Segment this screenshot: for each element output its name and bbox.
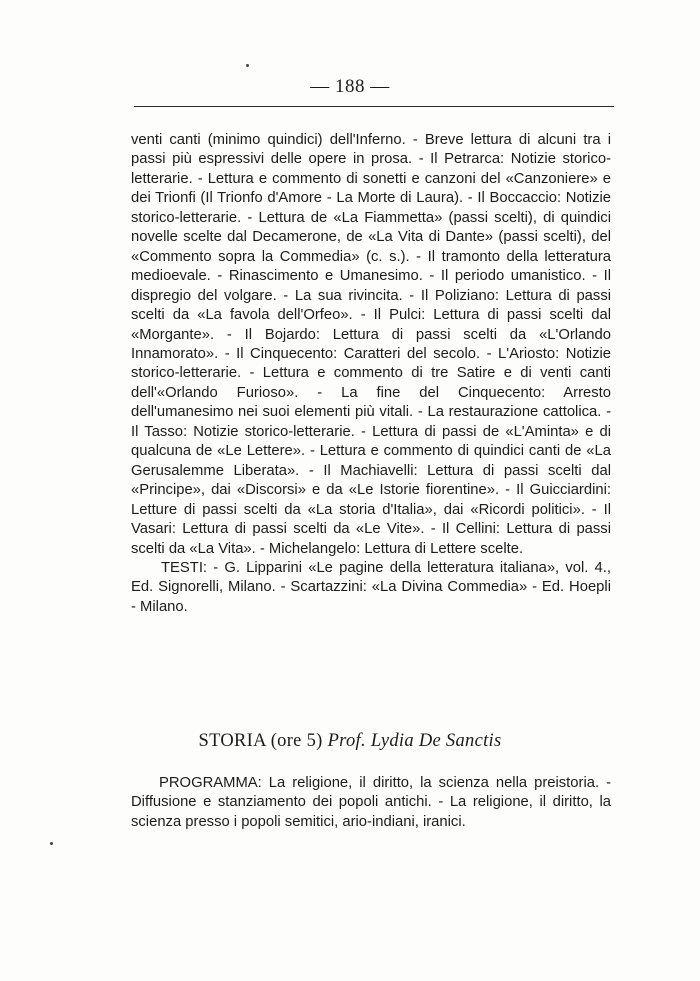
paper-speck	[50, 842, 53, 845]
programma-block	[131, 774, 611, 832]
curriculum-paragraph: venti canti (minimo quindici) dell'Inferno. - Breve lettura di alcuni tra i passi più espressivi delle opere in prosa. - Il Petrarca: Notizie storico-letterarie. - Lettura e commento di sonetti e canzoni del «Canzoniere» e dei Trionfi (Il Trionfo d'Amore - La Morte di Laura). - Il Boccaccio: Notizie storico-letterarie. - Lettura de «La Fiammetta» (passi scelti), di quindici novelle scelte dal Decamerone, de «La Vita di Dante» (passi scelti), del «Commento sopra la Commedia» (c. s.). - Il tramonto della letteratura medioevale. - Rinascimento e Umanesimo. - Il periodo umanistico. - Il dispregio del volgare. - La sua rivincita. - Il Poliziano: Lettura di passi scelti da «La favola dell'Orfeo». - Il Pulci: Lettura di passi scelti dal «Morgante». - Il Bojardo: Lettura di passi scelti da «L'Orlando Innamorato». - Il Cinquecento: Caratteri del secolo. - L'Ariosto: Notizie storico-letterarie. - Lettura e commento di tre Satire e di venti canti dell'«Orlando Furioso». - La fine del Cinquecento: Arresto dell'umanesimo nei suoi elementi più vitali. - La restaurazione cattolica. - Il Tasso: Notizie storico-letterarie. - Lettura di passi de «L'Aminta» e di qualcuna de «Le Lettere». - Lettura e commento di quindici canti de «La Gerusalemme Liberata». - Il Machiavelli: Lettura di passi scelti dal «Principe», dai «Discorsi» e da «Le Istorie fiorentine». - Il Guicciardini: Letture di passi scelti da «La storia d'Italia», dai «Ricordi politici». - Il Vasari: Lettura di passi scelti da «Le Vite». - Il Cellini: Lettura di passi scelti da «La Vita». - Michelangelo: Lettura di Lettere scelte.	[131, 132, 611, 557]
programma-paragraph: PROGRAMMA: La religione, il diritto, la scienza nella preistoria. - Diffusione e stanziamento dei popoli antichi. - La religione, il diritto, la scienza presso i popoli semitici, ario-indiani, iranici.	[131, 775, 611, 830]
header-rule	[134, 106, 614, 107]
section-heading	[0, 731, 700, 752]
section-title: STORIA (ore 5)	[198, 731, 323, 751]
professor-name: Prof. Lydia De Sanctis	[327, 731, 502, 751]
paper-speck	[246, 64, 249, 67]
page-number: — 188 —	[310, 76, 390, 97]
body-text-block	[131, 131, 611, 617]
textbooks-paragraph: TESTI: - G. Lipparini «Le pagine della letteratura italiana», vol. 4., Ed. Signorelli, Milano. - Scartazzini: «La Divina Commedia» - Ed. Hoepli - Milano.	[131, 559, 611, 615]
